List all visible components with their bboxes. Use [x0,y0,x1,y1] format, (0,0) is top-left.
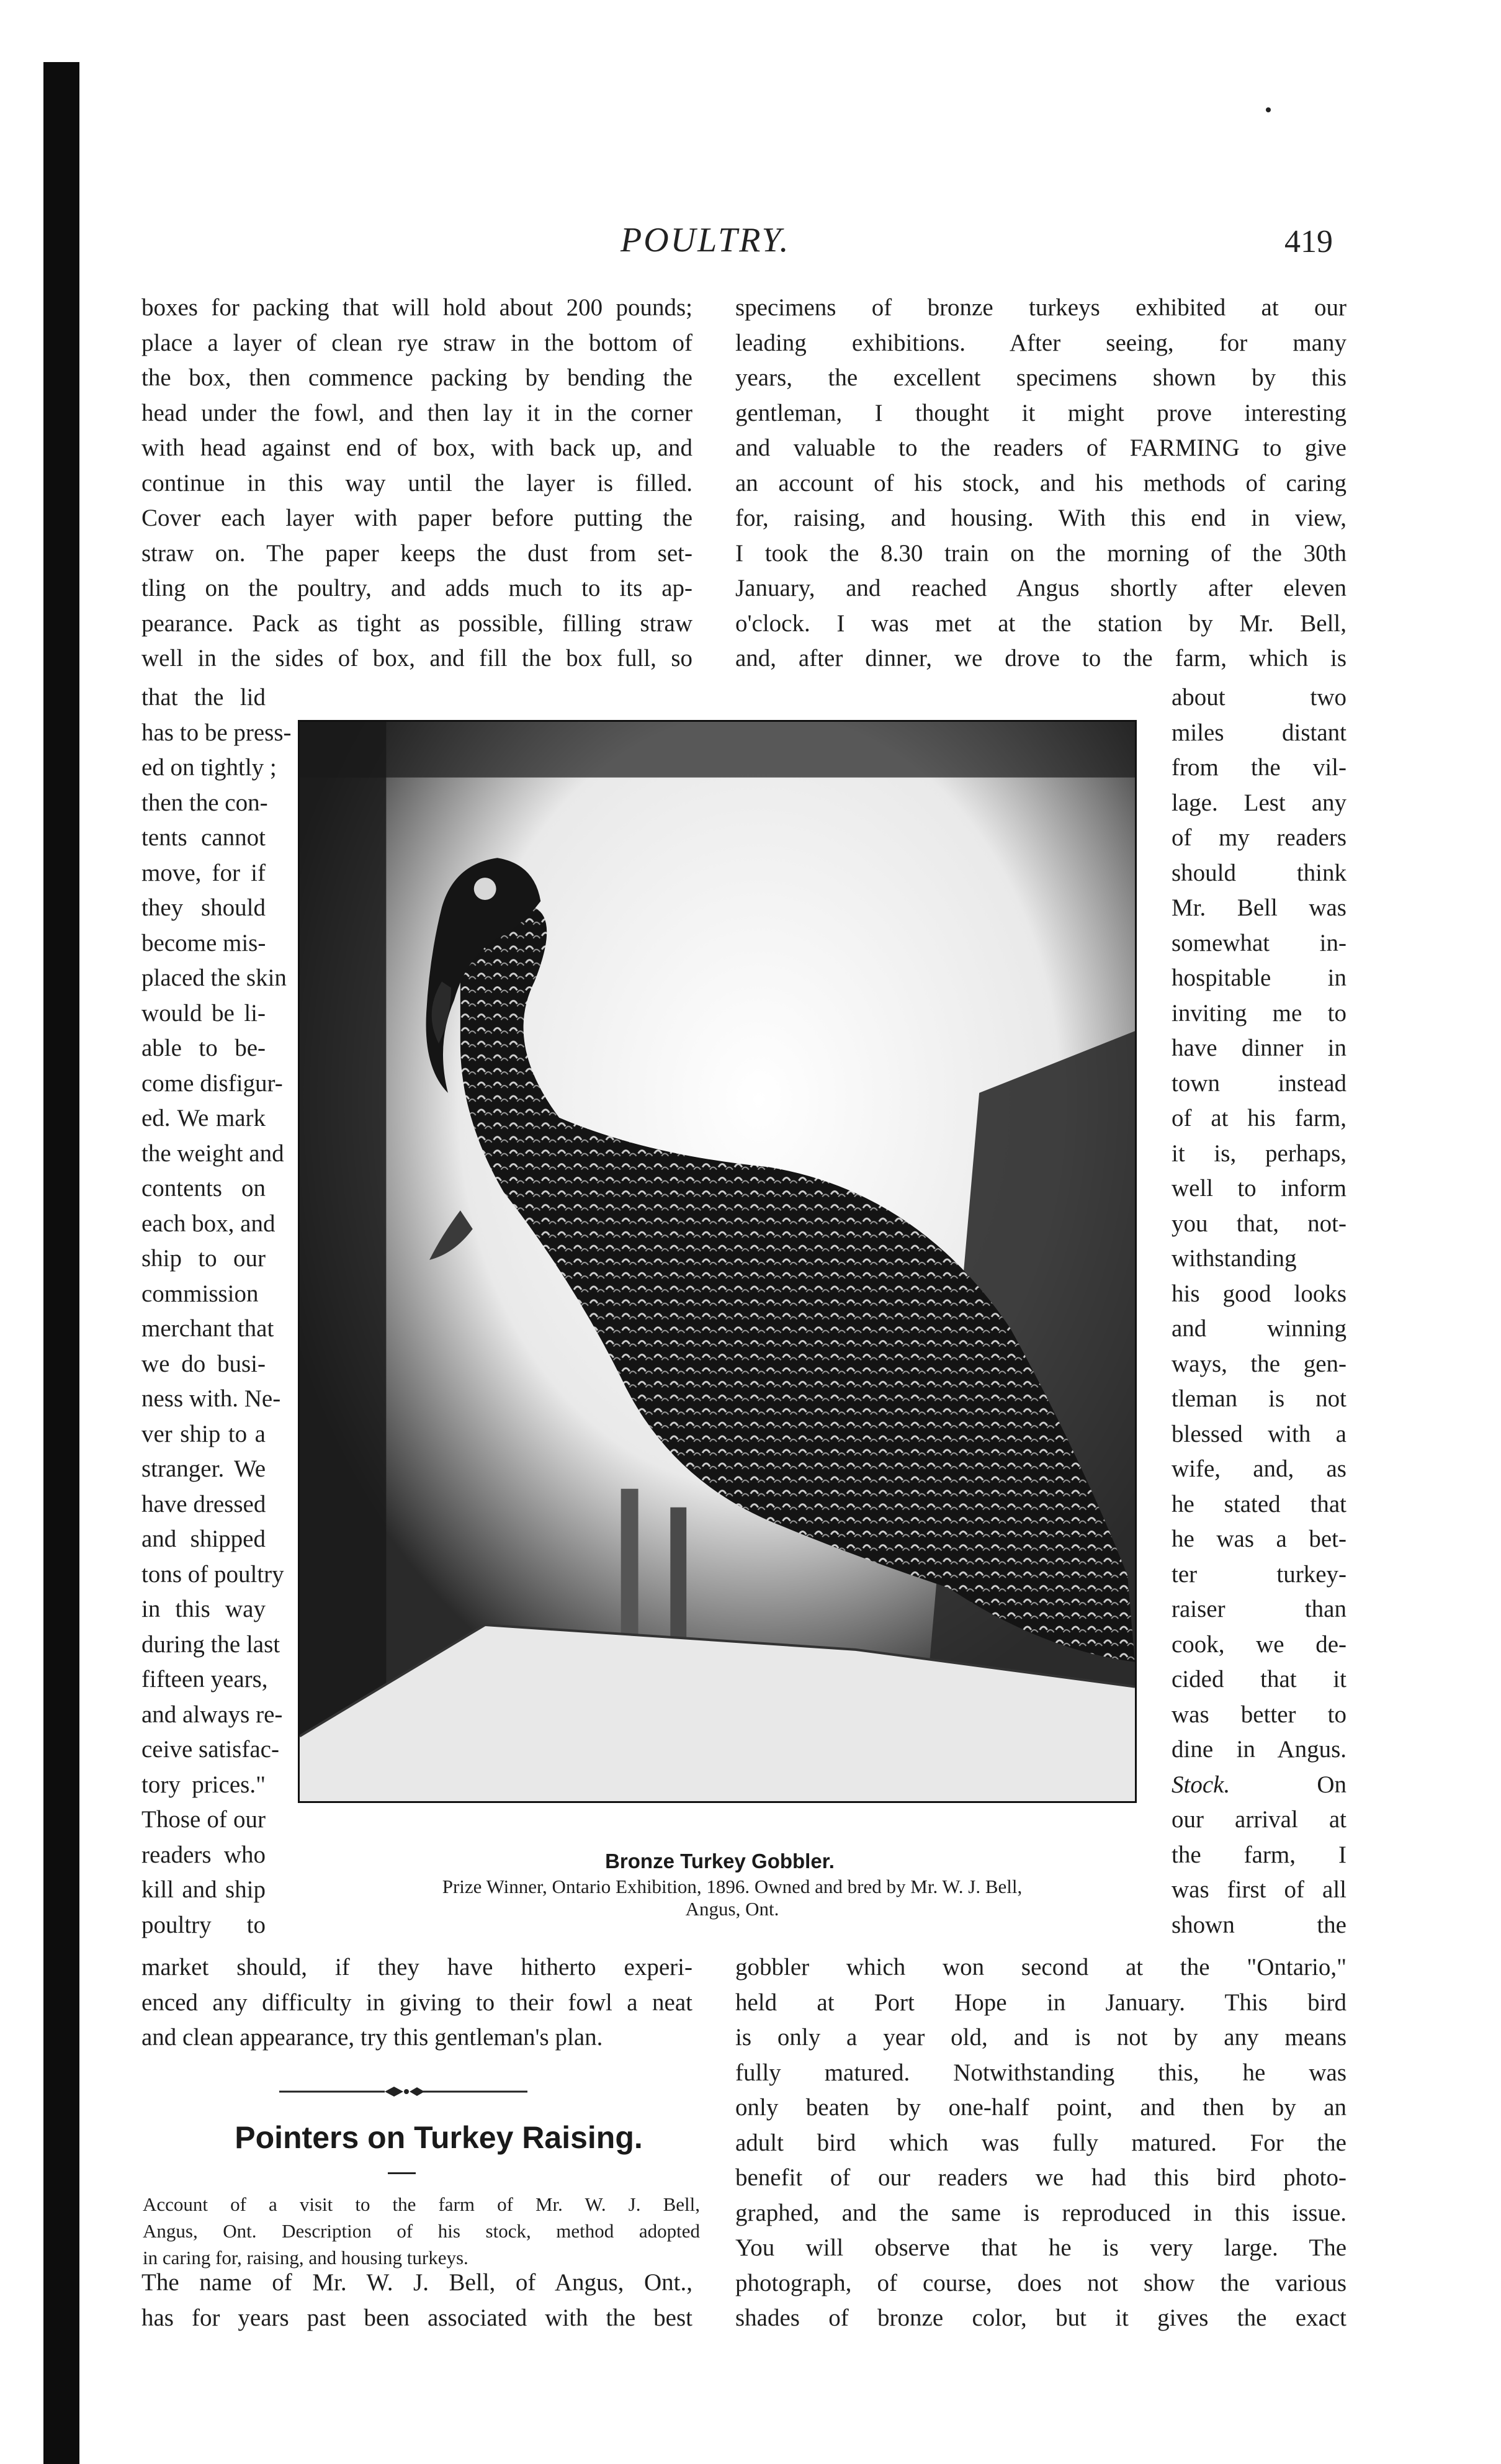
text-line: merchant that [141,1315,274,1342]
text-line: years, the excellent specimens shown by this [735,364,1346,391]
text-line: tleman is not [1172,1385,1346,1412]
text-line: Cover each layer with paper before putting the [141,505,692,531]
text-line: our arrival at [1172,1806,1346,1833]
text-line: cided that it [1172,1666,1346,1693]
text-line: it is, perhaps, [1172,1140,1346,1167]
scan-speck [1266,107,1271,112]
text-line: have dressed [141,1490,266,1518]
text-line: place a layer of clean rye straw in the bottom of [141,329,692,356]
text-line: the box, then commence packing by bending the [141,364,692,391]
text-line: should think [1172,859,1346,886]
text-line: kill and ship [141,1876,266,1903]
text-line: was better to [1172,1701,1346,1728]
scan-binding-edge [43,62,79,2464]
text-line: ness with. Ne- [141,1385,281,1412]
text-line: January, and reached Angus shortly after eleven [735,575,1346,601]
text-line: continue in this way until the layer is filled. [141,469,692,497]
right-column-top-text [735,290,1346,677]
text-line: readers who [141,1841,266,1868]
text-line: and shipped [141,1526,266,1552]
left-column-bottom-text [141,1950,692,2056]
text-line: adult bird which was fully matured. For the [735,2129,1346,2156]
text-line: of my readers [1172,824,1346,851]
text-line: hospitable in [1172,964,1346,991]
running-title: POULTRY. [621,221,791,259]
text-line: benefit of our readers we had this bird photo- [735,2164,1346,2191]
section-summary [143,2191,700,2271]
turkey-photograph [298,720,1137,1803]
text-line: able to be- [141,1035,266,1061]
text-line: miles distant [1172,719,1346,746]
text-line: you that, not- [1172,1210,1346,1237]
text-line: has for years past been associated with the best [141,2304,692,2331]
text-line: contents on [141,1175,266,1202]
text-line: each box, and [141,1210,276,1237]
text-line: during the last [141,1630,280,1658]
text-line: come disfigur- [141,1069,283,1097]
text-line: withstanding [1172,1245,1297,1272]
text-line: Mr. Bell was [1172,894,1346,921]
text-line: he stated that [1172,1490,1346,1518]
section-body-text [141,2265,692,2336]
bronze-turkey-image [300,722,1135,1801]
figure-caption-line-1: Prize Winner, Ontario Exhibition, 1896. Owned and bred by Mr. W. J. Bell, [442,1876,1023,1897]
text-line: move, for if [141,859,266,886]
text-line: would be li- [141,999,266,1027]
text-line: o'clock. I was met at the station by Mr. Bell, [735,609,1346,637]
text-line: and winning [1172,1315,1346,1342]
text-line: about two [1172,684,1346,711]
text-line: ed. We mark [141,1105,266,1131]
text-line: well in the sides of box, and fill the box full, so [141,645,692,672]
text-line: become mis- [141,929,266,956]
text-line: pearance. Pack as tight as possible, filling straw [141,609,692,637]
text-line: ter turkey- [1172,1560,1346,1588]
text-line: dine in Angus. [1172,1736,1346,1763]
text-line: The name of Mr. W. J. Bell, of Angus, Ont., [141,2269,692,2296]
run-in-heading: Stock. [1172,1771,1230,1798]
text-line: well to inform [1172,1175,1346,1202]
text-line: Stock. On [1172,1771,1346,1798]
text-line: his good looks [1172,1280,1346,1307]
left-column-top-text [141,290,692,677]
text-line: ways, the gen- [1172,1350,1346,1377]
text-line: Those of our [141,1806,266,1833]
text-line: I took the 8.30 train on the morning of the 30th [735,539,1346,567]
text-line: was first of all [1172,1876,1346,1903]
text-line: ship to our [141,1245,266,1272]
section-heading: Pointers on Turkey Raising. [235,2120,643,2155]
text-line: and, after dinner, we drove to the farm, which is [735,645,1346,672]
text-line: gentleman, I thought it might prove interesting [735,399,1346,426]
right-column-bottom-text [735,1950,1346,2336]
text-line: blessed with a [1172,1420,1346,1447]
text-line: with head against end of box, with back up, and [141,434,692,461]
text-line: ceive satisfac- [141,1736,279,1763]
text-line: ed on tightly ; [141,754,277,781]
text-line: an account of his stock, and his methods of caring [735,469,1346,497]
text-line: and always re- [141,1701,283,1728]
text-line: we do busi- [141,1350,266,1377]
text-line: commission [141,1280,259,1307]
text-line: ver ship to a [141,1420,266,1447]
right-column-narrow-text [1172,680,1346,1943]
ornamental-divider [273,2082,534,2101]
text-line: held at Port Hope in January. This bird [735,1989,1346,2016]
text-line: tents cannot [141,824,266,851]
text-line: head under the fowl, and then lay it in the corner [141,399,692,426]
text-line: Angus, Ont. Description of his stock, method adopted [143,2220,700,2242]
left-column-narrow-text [141,680,292,1943]
text-line: placed the skin [141,964,287,991]
text-line: the farm, I [1172,1841,1346,1868]
text-line: and clean appearance, try this gentleman's plan. [141,2024,603,2051]
text-line: in caring for, raising, and housing turkeys. [143,2247,468,2268]
figure-title: Bronze Turkey Gobbler. [605,1850,835,1873]
text-line: gobbler which won second at the "Ontario," [735,1954,1346,1981]
text-line: boxes for packing that will hold about 200 pounds; [141,294,692,321]
text-line: from the vil- [1172,754,1346,781]
text-line: fully matured. Notwithstanding this, he was [735,2059,1346,2086]
text-line: wife, and, as [1172,1455,1346,1482]
text-line: photograph, of course, does not show the various [735,2269,1346,2296]
text-line: then the con- [141,789,268,816]
text-line: town instead [1172,1069,1346,1097]
text-line: stranger. We [141,1455,266,1482]
text-line: is only a year old, and is not by any means [735,2024,1346,2051]
text-line: shades of bronze color, but it gives the exact [735,2304,1346,2331]
text-line: they should [141,894,266,921]
text-line: has to be press- [141,719,292,746]
text-line: enced any difficulty in giving to their fowl a neat [141,1989,692,2016]
text-line: tling on the poultry, and adds much to its ap- [141,575,692,601]
text-line: that the lid [141,684,266,711]
text-line: fifteen years, [141,1666,268,1693]
text-line: market should, if they have hitherto experi- [141,1954,692,1981]
text-line: somewhat in- [1172,929,1346,956]
text-line: poultry to [141,1911,266,1938]
text-line: specimens of bronze turkeys exhibited at our [735,294,1346,321]
text-line: have dinner in [1172,1035,1346,1061]
text-line: of at his farm, [1172,1105,1346,1131]
text-line: tory prices." [141,1771,266,1798]
figure-caption-line-2: Angus, Ont. [685,1898,779,1920]
text-line: Account of a visit to the farm of Mr. W. J. Bell, [143,2193,700,2215]
text-line: for, raising, and housing. With this end in view, [735,505,1346,531]
text-line: inviting me to [1172,999,1346,1027]
text-line: and valuable to the readers of FARMING to give [735,434,1346,461]
text-line: graphed, and the same is reproduced in this issue. [735,2199,1346,2226]
text-line: only beaten by one-half point, and then by an [735,2094,1346,2121]
page-number: 419 [1284,224,1333,259]
text-line: cook, we de- [1172,1630,1346,1658]
text-line: raiser than [1172,1596,1346,1622]
text-line: the weight and [141,1140,284,1167]
text-line: leading exhibitions. After seeing, for many [735,329,1346,356]
text-line: he was a bet- [1172,1526,1346,1552]
heading-rule [388,2172,416,2174]
text-line: tons of poultry [141,1560,284,1588]
text-line: straw on. The paper keeps the dust from set- [141,539,692,567]
text-line: You will observe that he is very large. The [735,2234,1346,2261]
text-line: lage. Lest any [1172,789,1346,816]
text-line: in this way [141,1596,266,1622]
text-line: shown the [1172,1911,1346,1938]
